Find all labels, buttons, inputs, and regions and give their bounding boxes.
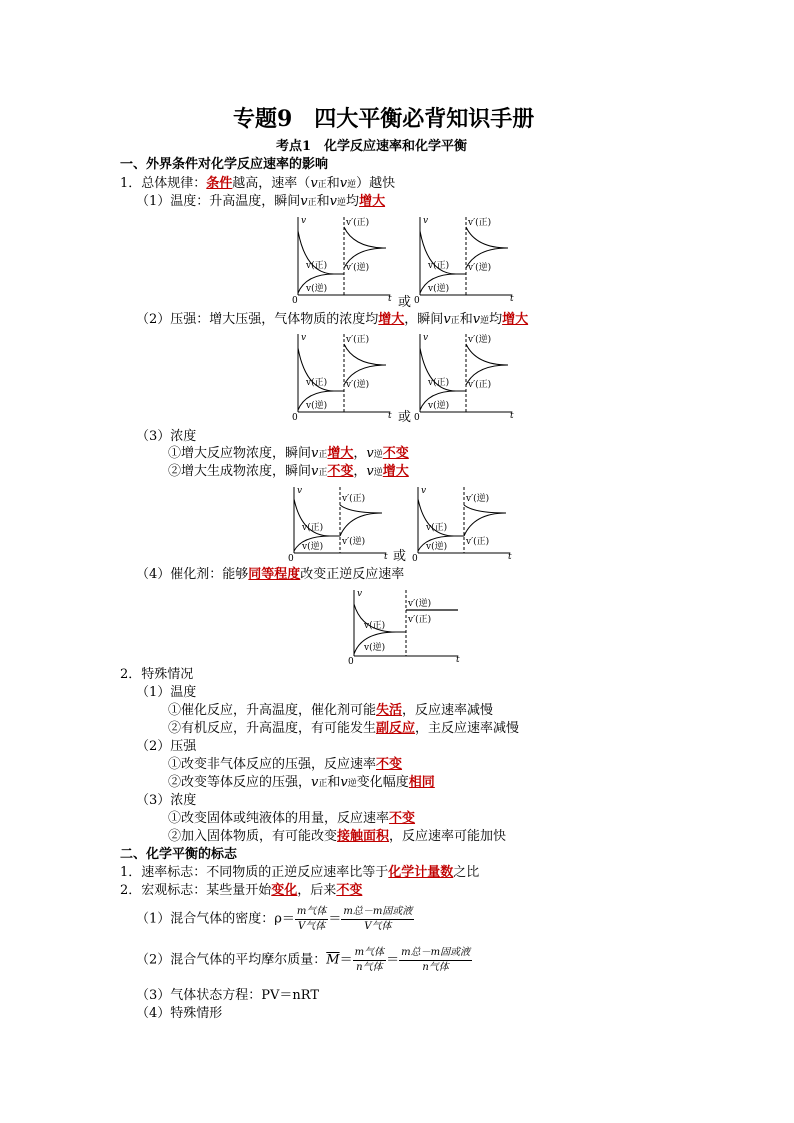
special-conc-heading: （3）浓度 [136,793,197,808]
label-v-forward: v(正) [426,523,448,533]
axis-label-v: v [301,216,307,226]
concentration-heading: （3）浓度 [136,429,197,444]
label-v-reverse: v(逆) [306,401,328,411]
curve-upper-new [344,227,386,248]
section-1-heading: 一、外界条件对化学反应速率的影响 [120,157,329,172]
label-v-prime-lower: v′(逆) [346,263,370,273]
concentration-line-2: ②增大生成物浓度，瞬间v正不变，v逆增大 [168,464,409,479]
rule-1: 1．总体规律：条件越高，速率（v正和v逆）越快 [120,176,396,191]
special-temp-2: ②有机反应，升高温度，有可能发生副反应，主反应速率减慢 [168,721,520,736]
formula-density: （1）混合气体的密度：ρ＝ $\frac{\text{m气体}}{\text{V气体}}$ ＝ $\frac{\text{m总－m固或液}}{\text{V气体}}$ [136,906,413,932]
origin-label: 0 [414,296,420,305]
curve-upper-new [466,227,508,248]
curve-forward-new [464,513,506,536]
label-v-prime-lower: v′(逆) [346,380,370,390]
label-v-prime-forward: v′(正) [342,494,366,504]
special-conc-1: ①改变固体或纯液体的用量，反应速率不变 [168,811,416,826]
graph-temp-a [288,213,396,305]
axis-label-t: t [388,294,392,304]
origin-label: 0 [414,413,420,422]
page-subtitle: 考点1 化学反应速率和化学平衡 [276,139,468,154]
label-v-prime-upper: v′(逆) [468,335,492,345]
rate-marker: 1．速率标志：不同物质的正逆反应速率比等于化学计量数之比 [120,865,480,880]
label-v-prime-reverse: v′(逆) [466,494,490,504]
temperature-line: （1）温度：升高温度，瞬间v正和v逆均增大 [136,194,386,209]
label-v-forward: v(正) [364,621,386,631]
label-v-prime-lower: v′(正) [468,380,492,390]
label-v-prime-reverse: v′(逆) [408,599,432,609]
axis-label-v: v [421,486,427,496]
formula-molar-mass: （2）混合气体的平均摩尔质量：$\overline{M}=$ $\frac{\text{m气体}}{\text{n气体}}$ ＝ $\frac{\text{m总－m固或液}}{\text{n气体}}$ [136,947,471,973]
special-temp-1: ①催化反应，升高温度，催化剂可能失活，反应速率减慢 [168,703,494,718]
label-v-reverse: v(逆) [302,542,324,552]
label-v-prime-forward: v′(正) [466,537,490,547]
label-v-prime-upper: v′(正) [346,218,370,228]
curve-upper-new [466,344,508,365]
label-v-forward: v(正) [428,378,450,388]
label-v-prime-upper: v′(正) [346,335,370,345]
label-v-prime-lower: v′(逆) [468,263,492,273]
catalyst-line: （4）催化剂：能够同等程度改变正逆反应速率 [136,567,405,582]
formula-gas-state: （3）气体状态方程：PV＝nRT [136,988,320,1003]
or-label: 或 [398,295,412,310]
axis-label-v: v [423,333,429,343]
curve-upper-new [344,344,386,365]
axis-label-t: t [510,411,514,421]
label-v-prime-upper: v′(正) [468,218,492,228]
origin-label: 0 [292,413,298,422]
graph-catalyst [344,586,464,666]
pressure-line: （2）压强：增大压强，气体物质的浓度均增大，瞬间v正和v逆均增大 [136,312,529,327]
label-v-forward: v(正) [302,523,324,533]
special-heading: 2．特殊情况 [120,667,194,682]
label-v-forward: v(正) [428,261,450,271]
graph-pressure-b [410,330,518,422]
origin-label: 0 [292,296,298,305]
special-situation: （4）特殊情形 [136,1006,223,1021]
axis-label-t: t [508,552,512,562]
special-pressure-2: ②改变等体反应的压强，v正和v逆变化幅度相同 [168,775,435,790]
axis-label-v: v [297,486,303,496]
label-v-reverse: v(逆) [364,643,386,653]
graph-concentration-a [284,483,392,563]
page-title: 专题9 四大平衡必背知识手册 [233,106,535,132]
axis-label-t: t [388,411,392,421]
special-pressure-heading: （2）压强 [136,739,197,754]
origin-label: 0 [348,657,354,666]
special-temp-heading: （1）温度 [136,685,197,700]
axis-label-t: t [456,655,460,665]
label-v-forward: v(正) [306,378,328,388]
axis-label-v: v [357,589,363,599]
label-v-prime-forward: v′(正) [408,615,432,625]
graph-pressure-a [288,330,396,422]
origin-label: 0 [288,554,294,563]
graph-temp-b [410,213,518,305]
label-v-forward: v(正) [306,261,328,271]
special-pressure-1: ①改变非气体反应的压强，反应速率不变 [168,757,403,772]
label-v-reverse: v(逆) [428,401,450,411]
graph-concentration-b [408,483,516,563]
origin-label: 0 [412,554,418,563]
label-v-reverse: v(逆) [426,542,448,552]
special-conc-2: ②加入固体物质，有可能改变接触面积，反应速率可能加快 [168,829,507,844]
axis-label-v: v [423,216,429,226]
curve-reverse-new [464,505,506,513]
concentration-line-1: ①增大反应物浓度，瞬间v正增大，v逆不变 [168,446,409,461]
label-v-prime-reverse: v′(逆) [342,537,366,547]
axis-label-v: v [301,333,307,343]
curve-forward-new [340,505,382,513]
or-label: 或 [393,549,407,564]
axis-label-t: t [384,552,388,562]
axis-label-t: t [510,294,514,304]
label-v-reverse: v(逆) [306,284,328,294]
label-v-reverse: v(逆) [428,284,450,294]
curve-reverse-new [340,513,382,536]
section-2-heading: 二、化学平衡的标志 [120,847,238,862]
or-label: 或 [398,410,412,425]
macro-marker: 2．宏观标志：某些量开始变化，后来不变 [120,883,363,898]
